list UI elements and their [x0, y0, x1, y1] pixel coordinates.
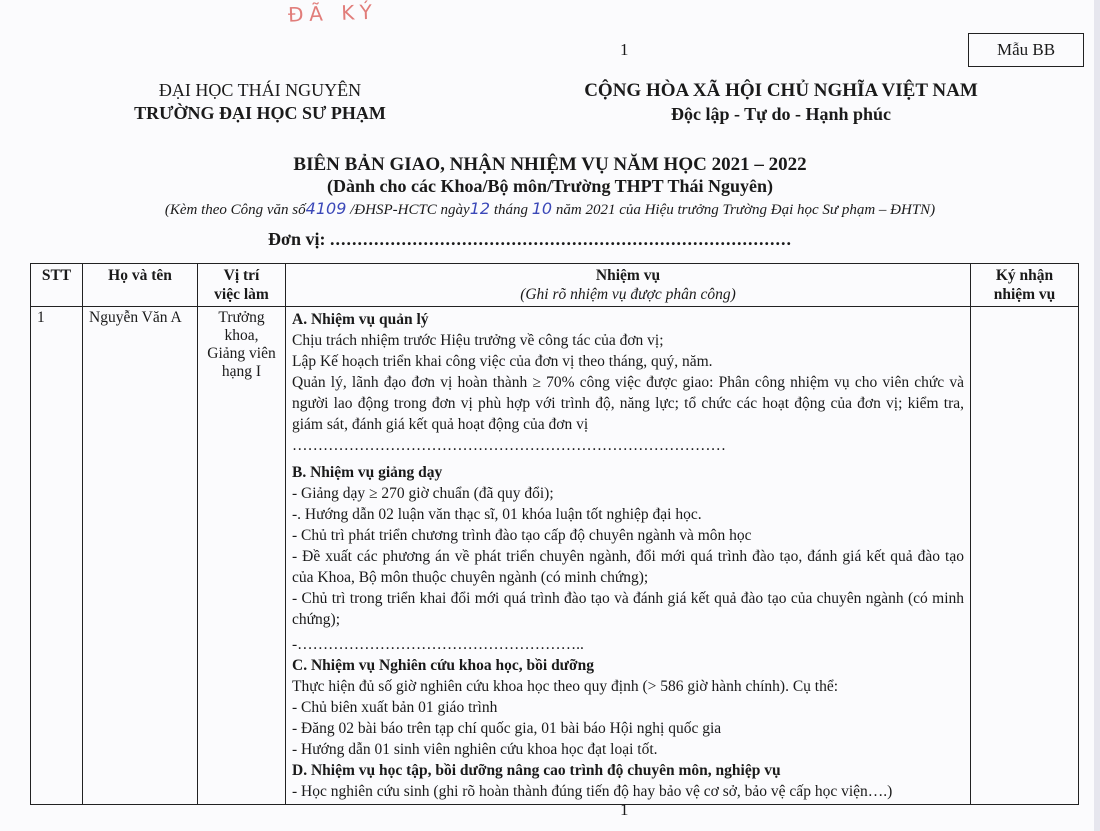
title-line2: (Dành cho các Khoa/Bộ môn/Trường THPT Thái Nguyên) [326, 176, 773, 196]
table-row [31, 307, 1079, 805]
header-stt: STT [31, 264, 83, 307]
scan-edge [1094, 0, 1100, 831]
header-name: Họ và tên [83, 264, 198, 307]
section-d-title: D. Nhiệm vụ học tập, bồi dưỡng nâng cao trình độ chuyên môn, nghiệp vụ [292, 762, 781, 779]
list-item: Chịu trách nhiệm trước Hiệu trưởng về công tác của đơn vị; [292, 332, 664, 349]
list-item: Quản lý, lãnh đạo đơn vị hoàn thành ≥ 70% công việc được giao: Phân công nhiệm vụ cho viên chức và người lao động trong đơn vị phù hợp với trình độ, năng lực; tổ chức các hoạt động của đơn vị; kiểm tra, giám sát, đánh giá kết quả hoạt động của đơn vị [292, 374, 964, 433]
reference-month: 10 [531, 199, 553, 218]
unit-line [268, 229, 792, 250]
header-right [556, 80, 1006, 125]
list-item: Thực hiện đủ số giờ nghiên cứu khoa học theo quy định (> 586 giờ hành chính). Cụ thể: [292, 678, 839, 695]
list-item: - Chủ trì phát triển chương trình đào tạo cấp độ chuyên ngành và môn học [292, 527, 752, 544]
list-item: - Đăng 02 bài báo trên tạp chí quốc gia, 01 bài báo Hội nghị quốc gia [292, 720, 722, 737]
header-task: Nhiệm vụ (Ghi rõ nhiệm vụ được phân công) [286, 264, 971, 307]
list-item: - Chủ biên xuất bản 01 giáo trình [292, 699, 498, 716]
reference-doc-no: 4109 [305, 199, 347, 218]
list-item: - Chủ trì trong triển khai đổi mới quá trình đào tạo và đánh giá kết quả đào tạo của chuyên ngành (có minh chứng); [292, 590, 964, 628]
school-name: TRƯỜNG ĐẠI HỌC SƯ PHẠM [134, 103, 386, 123]
row-signature [971, 307, 1079, 805]
country-name: CỘNG HÒA XÃ HỘI CHỦ NGHĨA VIỆT NAM [584, 80, 978, 101]
page-number-top: 1 [620, 40, 629, 59]
motto: Độc lập - Tự do - Hạnh phúc [670, 104, 892, 124]
row-position: Trưởng khoa, Giảng viên hạng I [198, 307, 286, 805]
unit-label: Đơn vị: [268, 229, 326, 249]
table-header-row [31, 264, 1079, 307]
row-stt: 1 [31, 307, 83, 805]
reference-day: 12 [469, 199, 491, 218]
list-item: -……………………………………………….. [292, 636, 584, 653]
header-left [112, 80, 408, 124]
section-c-title: C. Nhiệm vụ Nghiên cứu khoa học, bồi dưỡng [292, 657, 594, 674]
reference-line [0, 199, 1100, 219]
unit-dots: .................................................................................... [329, 229, 792, 249]
university-name: ĐẠI HỌC THÁI NGUYÊN [158, 80, 362, 100]
list-item: Lập Kế hoạch triển khai công việc của đơn vị theo tháng, quý, năm. [292, 353, 713, 370]
list-item: - Giảng dạy ≥ 270 giờ chuẩn (đã quy đổi); [292, 485, 554, 502]
list-item: - Hướng dẫn 01 sinh viên nghiên cứu khoa học đạt loại tốt. [292, 741, 658, 758]
reference-suffix: năm 2021 của Hiệu trưởng Trường Đại học Sư phạm – ĐHTN) [555, 202, 936, 218]
list-item: ………………………………………………………………………… [292, 437, 726, 454]
reference-mid2: tháng [493, 202, 528, 218]
title-line1: BIÊN BẢN GIAO, NHẬN NHIỆM VỤ NĂM HỌC 2021 – 2022 [293, 154, 807, 175]
page-number-bottom: 1 [620, 800, 629, 819]
form-code-box: Mẫu BB [968, 33, 1084, 67]
reference-prefix: (Kèm theo Công văn số [164, 202, 306, 218]
section-b-title: B. Nhiệm vụ giảng dạy [292, 464, 443, 481]
list-item: - Đề xuất các phương án về phát triển chuyên ngành, đổi mới quá trình đào tạo, đánh giá kết quả đào tạo của Khoa, Bộ môn thuộc chuyên ngành (có minh chứng); [292, 548, 964, 586]
row-name: Nguyễn Văn A [83, 307, 198, 805]
stamp-mark: ĐÃ KÝ [287, 0, 379, 27]
reference-mid1: /ĐHSP-HCTC ngày [350, 202, 470, 218]
header-sign: Ký nhận nhiệm vụ [971, 264, 1079, 307]
list-item: -. Hướng dẫn 02 luận văn thạc sĩ, 01 khóa luận tốt nghiệp đại học. [292, 506, 702, 523]
document-title [0, 154, 1100, 197]
list-item: - Học nghiên cứu sinh (ghi rõ hoàn thành đúng tiến độ hay bảo vệ cơ sở, bảo vệ cấp học viện….) [292, 783, 893, 800]
task-table [30, 263, 1079, 805]
header-position: Vị trí việc làm [198, 264, 286, 307]
row-task [286, 307, 971, 805]
section-a-title: A. Nhiệm vụ quản lý [292, 311, 429, 328]
